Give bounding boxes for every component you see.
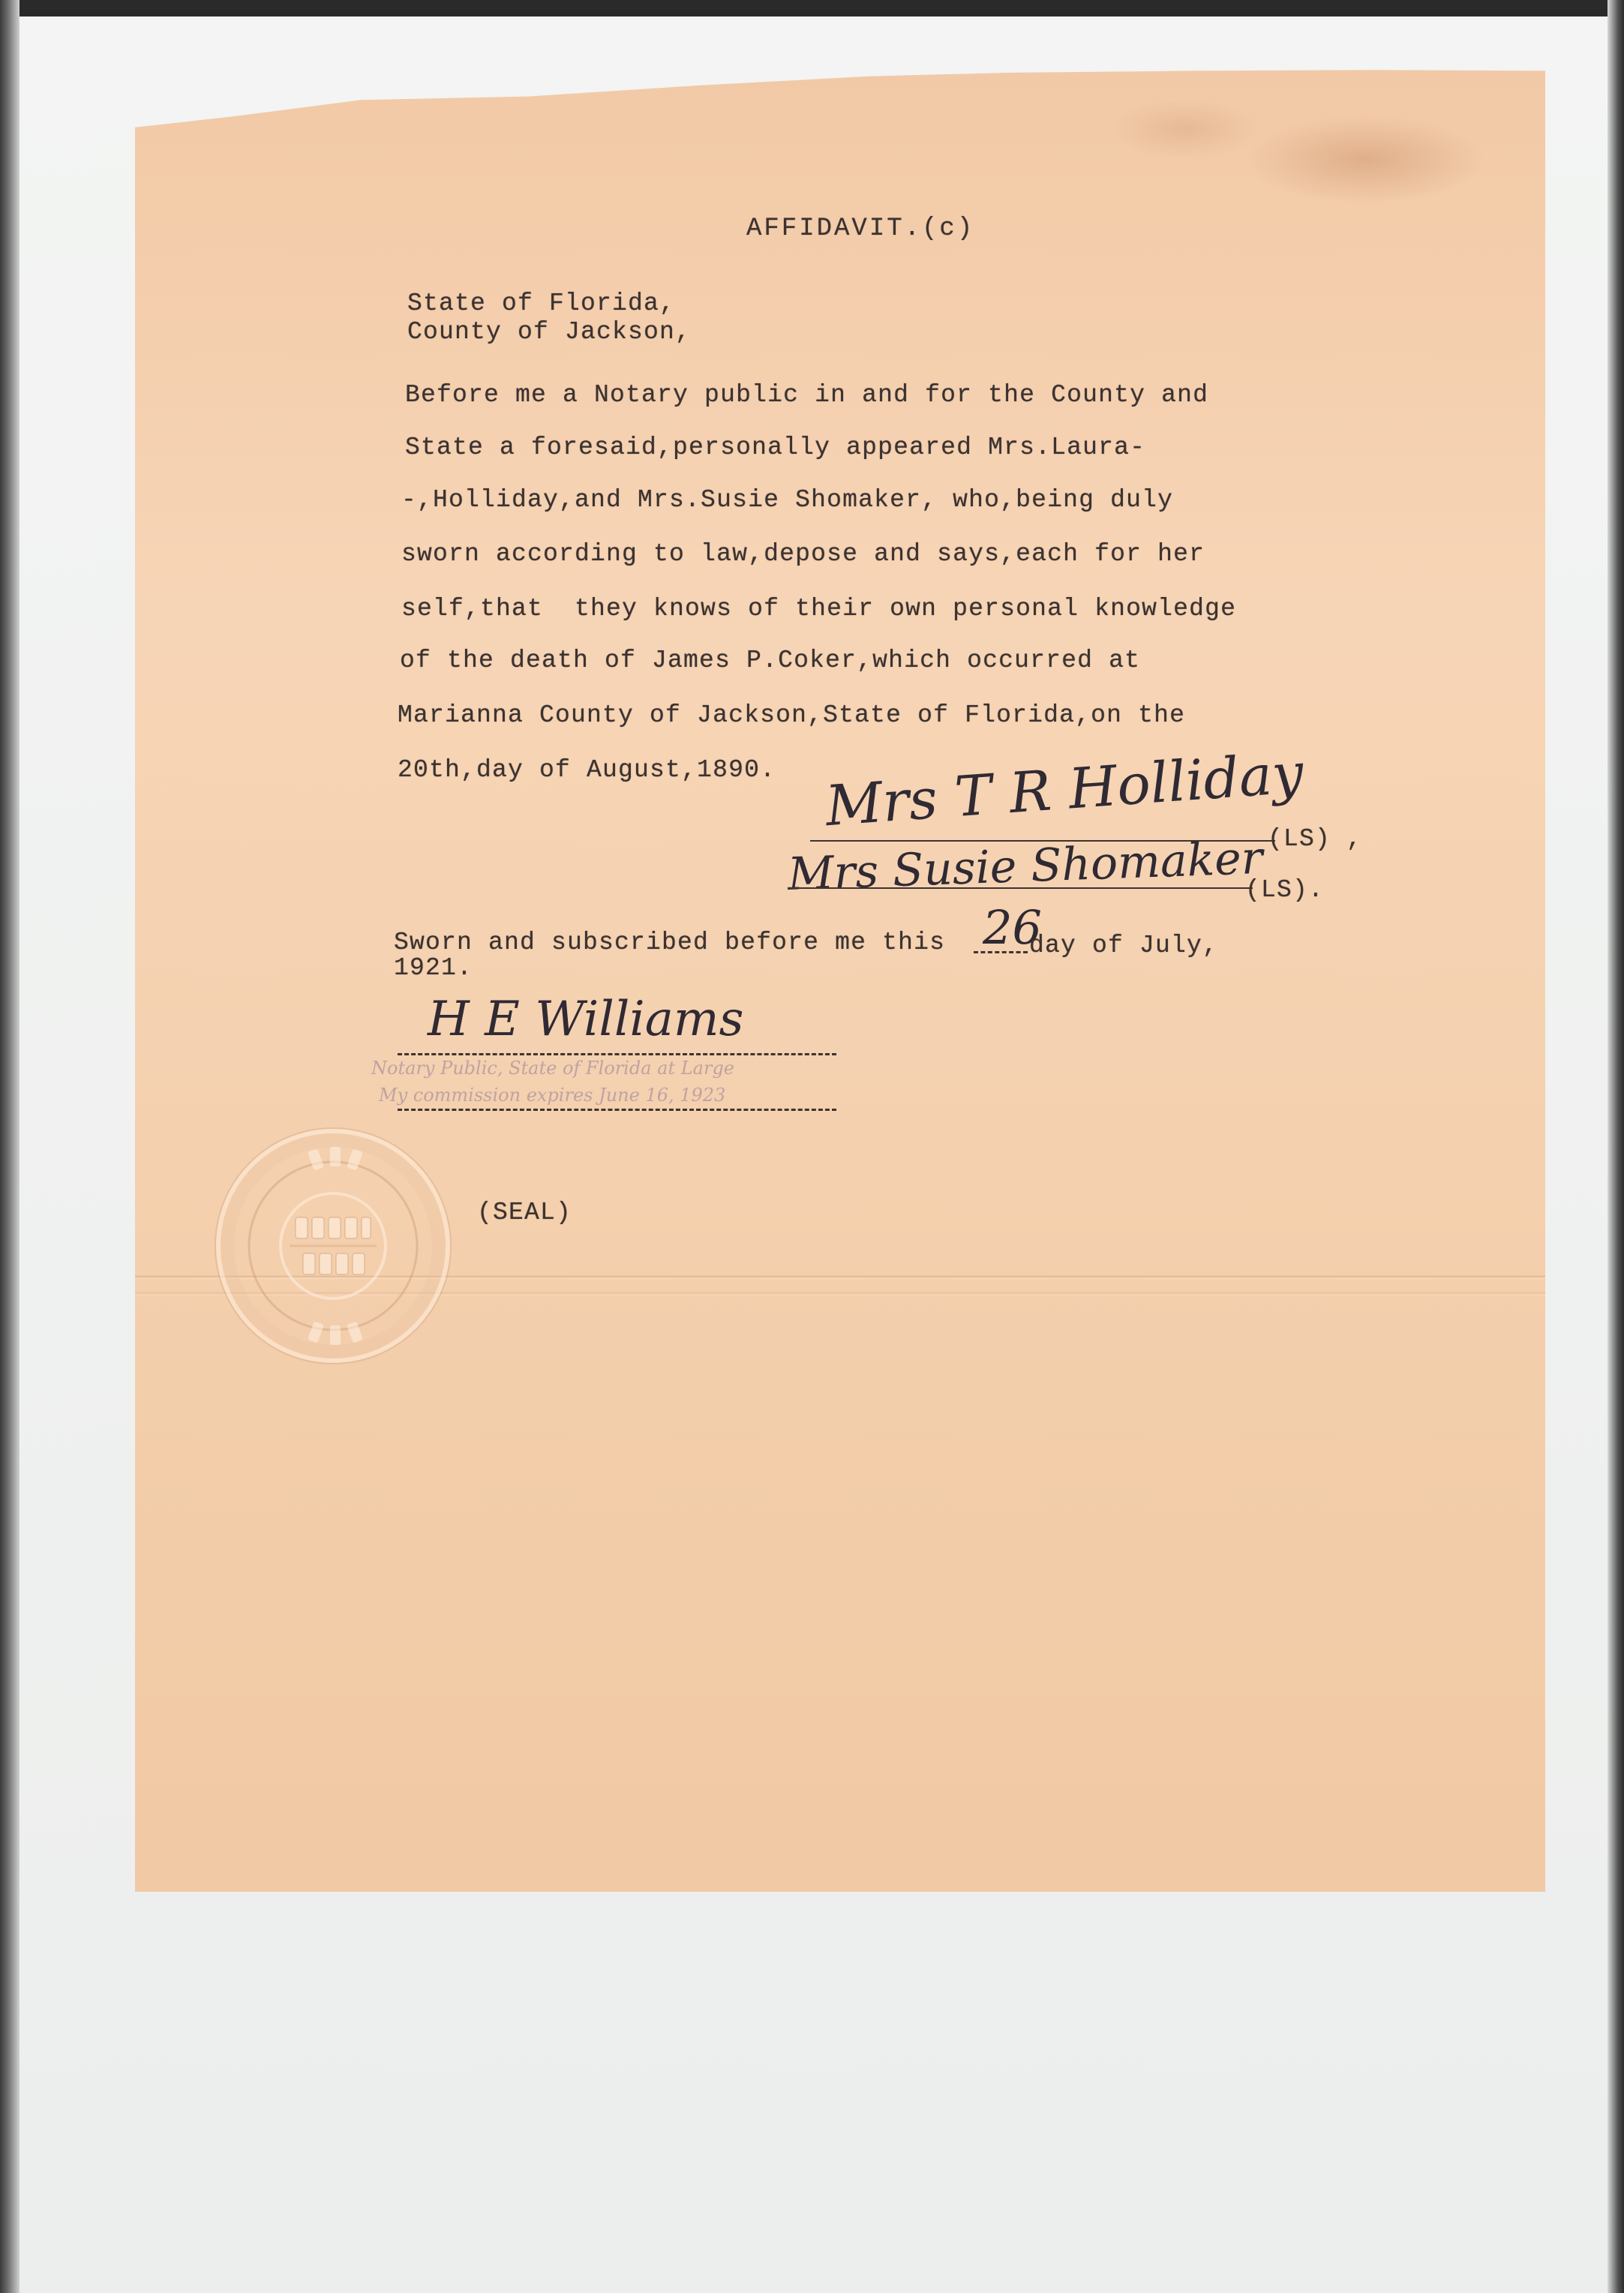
body-line: self,that they knows of their own personal knowledge	[401, 595, 1237, 623]
notary-seal-emboss	[216, 1129, 450, 1363]
venue-county: County of Jackson,	[407, 318, 692, 346]
body-line: sworn according to law,depose and says,each for her	[401, 540, 1205, 568]
signature-holliday: Mrs T R Holliday	[823, 740, 1306, 839]
jurat-year: 1921.	[394, 954, 473, 982]
body-line: Before me a Notary public in and for the County and	[405, 381, 1209, 409]
signature-suffix: (LS) ,	[1268, 825, 1363, 853]
paper-stain	[1110, 99, 1260, 159]
body-line: State a foresaid,personally appeared Mrs.Laura-	[405, 434, 1146, 461]
signature-line	[788, 887, 1253, 889]
notary-stamp-line2: My commission expires June 16, 1923	[379, 1085, 726, 1106]
signature-shomaker: Mrs Susie Shomaker	[786, 831, 1264, 902]
jurat-suffix: day of July,	[1029, 932, 1219, 959]
body-line: 20th,day of August,1890.	[398, 756, 776, 784]
jurat-day-line	[974, 951, 1028, 953]
scan-border-left	[0, 0, 20, 2293]
body-line: -,Holliday,and Mrs.Susie Shomaker, who,being duly	[401, 486, 1174, 514]
affidavit-paper	[135, 69, 1545, 1892]
notary-signature: H E Williams	[428, 992, 744, 1047]
notary-stamp-line1: Notary Public, State of Florida at Large	[371, 1058, 735, 1079]
seal-label: (SEAL)	[477, 1199, 572, 1226]
jurat-prefix: Sworn and subscribed before me this	[394, 929, 946, 956]
notary-signature-line	[398, 1053, 836, 1055]
document-title: AFFIDAVIT.(c)	[746, 215, 975, 243]
notary-commission-line	[398, 1109, 836, 1111]
scan-border-top	[0, 0, 1624, 17]
signature-suffix: (LS).	[1245, 876, 1325, 904]
body-line: of the death of James P.Coker,which occurred at	[400, 647, 1141, 674]
body-line: Marianna County of Jackson,State of Florida,on the	[398, 701, 1186, 729]
jurat-day-handwritten: 26	[983, 900, 1042, 955]
scan-border-right	[1607, 0, 1624, 2293]
venue-state: State of Florida,	[407, 290, 676, 317]
paper-stain	[1245, 114, 1485, 204]
seal-icon	[221, 1133, 446, 1358]
